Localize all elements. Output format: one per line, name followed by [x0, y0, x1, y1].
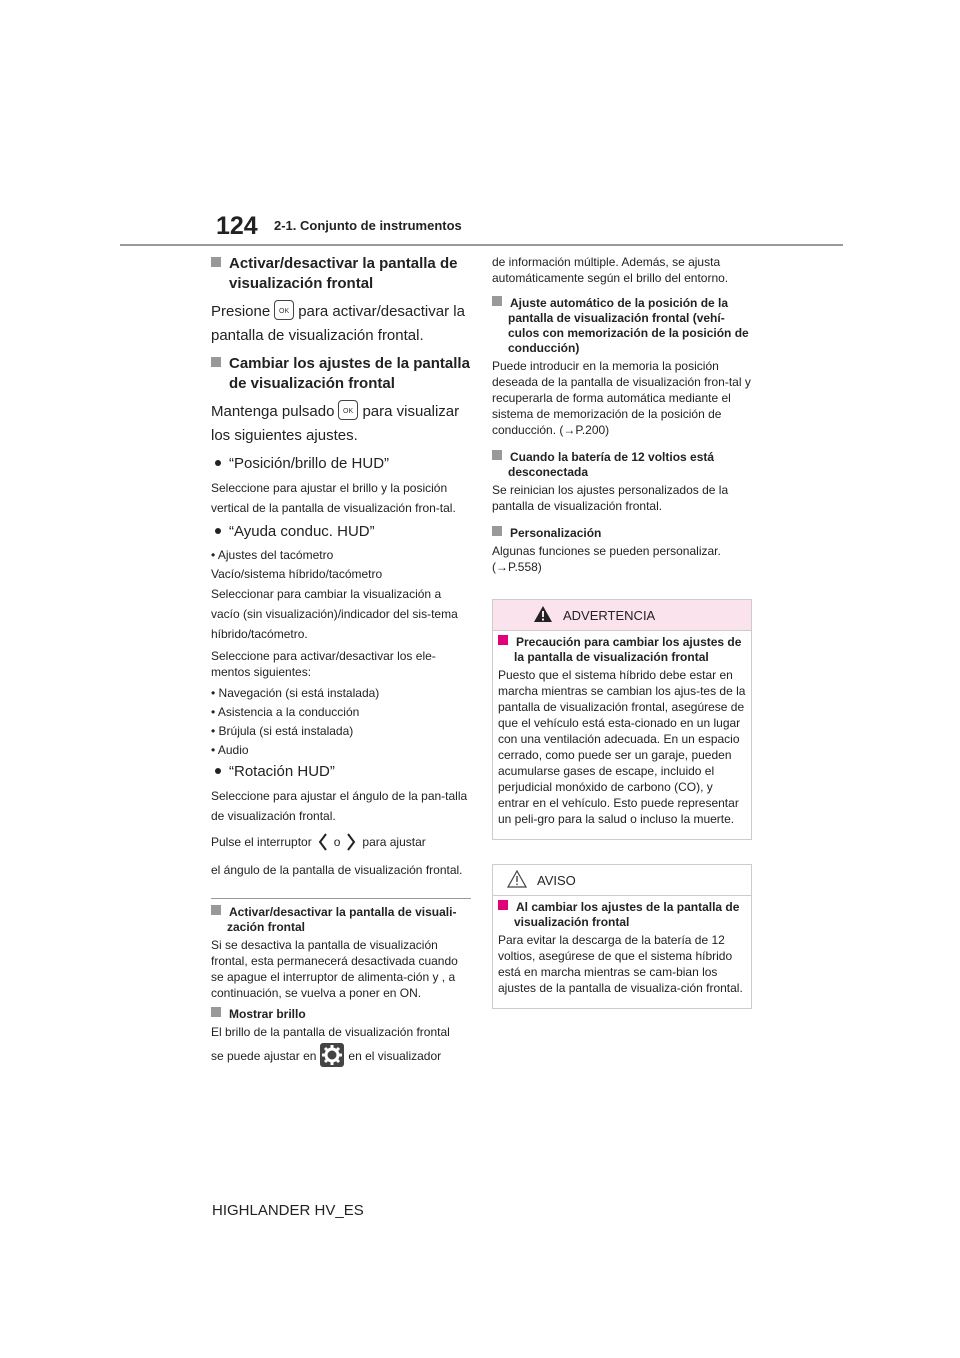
notes-divider: [211, 898, 471, 899]
text-position-brightness: Seleccione para ajustar el brillo y la posición vertical de la pantalla de visualización fron-tal.: [211, 481, 456, 515]
list-item: • Audio: [211, 743, 249, 757]
note-heading-auto-position: Ajuste automático de la posición de la pantalla de visualización frontal (vehí-culos con memorización de la posición de conducción): [492, 296, 754, 356]
heading-change-settings: Cambiar los ajustes de la pantalla de visualización frontal: [211, 354, 471, 394]
text-tachometer-options: Vacío/sistema híbrido/tacómetro: [211, 567, 383, 581]
note-heading-customization: Personalización: [492, 526, 754, 541]
footer-model: HIGHLANDER HV_ES: [212, 1202, 364, 1219]
notice-heading: Al cambiar los ajustes de la pantalla de visualización frontal: [498, 900, 746, 930]
text-tachometer-desc: Seleccionar para cambiar la visualización a vacío (sin visualización)/indicador del sis-tema híbrido/tacómetro.: [211, 587, 458, 641]
item-tachometer-settings: • Ajustes del tacómetro: [211, 548, 334, 562]
warning-heading: Precaución para cambiar los ajustes de la pantalla de visualización frontal: [498, 635, 746, 665]
warning-triangle-icon: [533, 605, 553, 626]
right-column: [492, 254, 754, 1033]
bullet-hud-rotation: “Rotación HUD”: [211, 762, 471, 782]
text-pulse-switch: Pulse el interruptor o para ajustar: [211, 830, 471, 860]
svg-text:OK: OK: [279, 308, 290, 315]
heading-toggle-hud: Activar/desactivar la pantalla de visualización frontal: [211, 254, 471, 294]
notice-text: Para evitar la descarga de la batería de 12 voltios, asegúrese de que el sistema híbrido está en marcha mientras se cam-bian los ajustes de la pantalla de visualiza-ción frontal.: [498, 933, 743, 995]
note-text-battery: Se reinician los ajustes personalizados de la pantalla de visualización frontal.: [492, 483, 729, 513]
square-bullet-icon: [492, 450, 502, 460]
list-item: • Asistencia a la conducción: [211, 705, 360, 719]
note-text-brightness-2: se puede ajustar en en el visualizador: [211, 1042, 471, 1070]
note-text-brightness: El brillo de la pantalla de visualización frontal: [211, 1025, 450, 1039]
section-title: 2-1. Conjunto de instrumentos: [274, 218, 462, 233]
dot-bullet-icon: [215, 768, 221, 774]
text-pulse-switch-cont: el ángulo de la pantalla de visualización frontal.: [211, 863, 463, 877]
warning-header: [493, 600, 751, 631]
warning-text: Puesto que el sistema híbrido debe estar en marcha mientras se cambian los ajus-tes de la pantalla de visualización frontal, asegúrese de que el vehículo está esta-cionado en un lugar con una ventilación adecuada. En un espacio cerrado, como puede ser un garaje, pueden acumularse gases de escape, incluido el perjudicial monóxido de carbono (CO), y entrar en el vehículo. Esto puede representar un peli-gro para la salud o incluso la muerte.: [498, 668, 746, 826]
square-bullet-icon: [492, 526, 502, 536]
note-heading-battery: Cuando la batería de 12 voltios está desconectada: [492, 450, 754, 480]
note-text-auto-position: Puede introducir en la memoria la posición deseada de la pantalla de visualización fron-tal y recuperarla de forma automática mediante el sistema de memorización de la posición de conducción. (→P.200): [492, 359, 751, 437]
notice-triangle-icon: [507, 870, 527, 891]
note-text-toggle: Si se desactiva la pantalla de visualización frontal, esta permanecerá desactivada cuando se apague el interruptor de alimenta-ción y , a continuación, se vuelva a poner en ON.: [211, 938, 458, 1000]
square-bullet-icon: [211, 905, 221, 915]
header-rule: [120, 244, 843, 246]
paragraph-hold: Mantenga pulsado OK para visualizar los siguientes ajustes.: [211, 400, 471, 448]
dot-bullet-icon: [215, 528, 221, 534]
square-bullet-icon: [211, 1007, 221, 1017]
paragraph-press: Presione OK para activar/desactivar la pantalla de visualización frontal.: [211, 300, 471, 348]
notice-box: [492, 864, 752, 1009]
warning-box: [492, 599, 752, 840]
bullet-driving-assist: “Ayuda conduc. HUD”: [211, 522, 471, 542]
note-text-customization: Algunas funciones se pueden personalizar. (→P.558): [492, 544, 721, 574]
left-column: [211, 254, 471, 1074]
text-continuation: de información múltiple. Además, se ajusta automáticamente según el brillo del entorno.: [492, 255, 729, 285]
square-bullet-icon: [211, 257, 221, 267]
notice-header: [493, 865, 751, 896]
square-bullet-icon: [492, 296, 502, 306]
notice-title: AVISO: [537, 872, 576, 888]
list-item: • Brújula (si está instalada): [211, 724, 354, 738]
ok-button-icon: [338, 400, 358, 420]
text-elements-intro: Seleccione para activar/desactivar los ele-mentos siguientes:: [211, 649, 436, 679]
bullet-position-brightness: “Posición/brillo de HUD”: [211, 454, 471, 474]
note-heading-brightness: Mostrar brillo: [211, 1007, 471, 1022]
page-number: 124: [216, 212, 258, 240]
chevron-right-icon: [346, 832, 356, 860]
text-hud-rotation: Seleccione para ajustar el ángulo de la pan-talla de visualización frontal.: [211, 789, 468, 823]
square-bullet-icon: [498, 900, 508, 910]
svg-text:OK: OK: [343, 408, 354, 415]
chevron-left-icon: [318, 832, 328, 860]
warning-title: ADVERTENCIA: [563, 607, 656, 623]
dot-bullet-icon: [215, 460, 221, 466]
list-item: • Navegación (si está instalada): [211, 686, 380, 700]
note-heading-toggle: Activar/desactivar la pantalla de visuali-zación frontal: [211, 905, 471, 935]
square-bullet-icon: [211, 357, 221, 367]
gear-icon: [320, 1043, 344, 1067]
ok-button-icon: [274, 300, 294, 320]
square-bullet-icon: [498, 635, 508, 645]
